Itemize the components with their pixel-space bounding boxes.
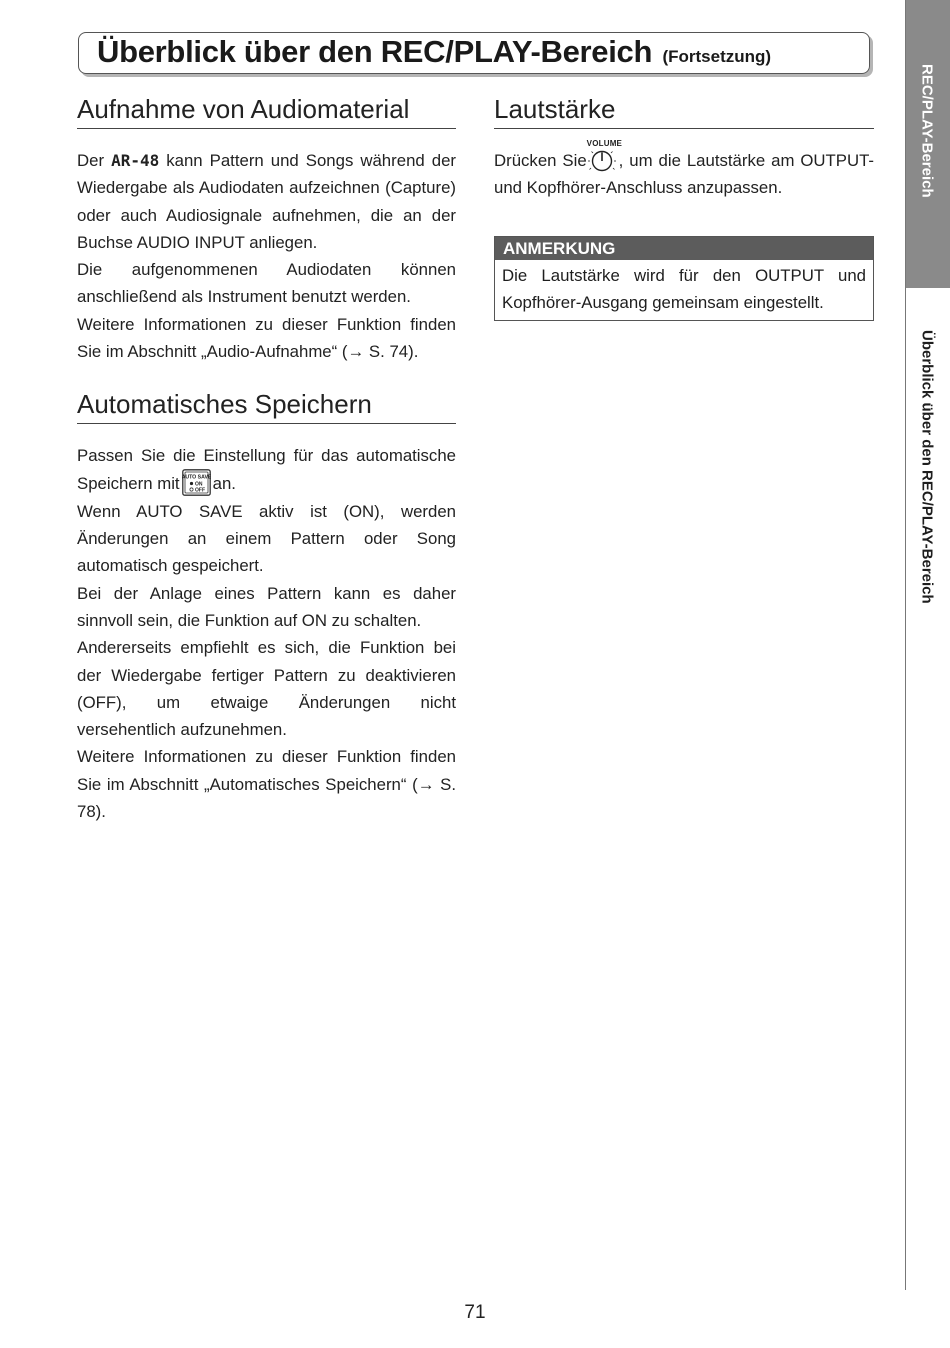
note-box bbox=[494, 236, 874, 322]
section-heading-audio: Aufnahme von Audiomaterial bbox=[77, 92, 456, 129]
paragraph-volume: Drücken Sie VOLUME , um die Lautstärke am OUTPUT- und Kopfhörer-Anschluss anzupassen. bbox=[494, 147, 874, 202]
page-title bbox=[97, 34, 771, 70]
right-column bbox=[494, 92, 874, 321]
page-title-sub: (Fortsetzung) bbox=[662, 47, 772, 66]
volume-knob-icon bbox=[586, 138, 623, 172]
paragraph-autosave-4: Andererseits empfiehlt es sich, die Funktion bei der Wiedergabe fertiger Pattern zu deaktivieren (OFF), um etwaige Änderungen nicht versehentlich aufzunehmen. bbox=[77, 638, 456, 740]
volume-knob-label: VOLUME bbox=[586, 138, 623, 148]
auto-save-off-label: OFF bbox=[194, 487, 205, 494]
page-title-text: Überblick über den REC/PLAY-Bereich bbox=[97, 34, 653, 69]
note-heading: ANMERKUNG bbox=[495, 237, 873, 260]
left-column bbox=[77, 92, 456, 825]
paragraph-autosave-2: Wenn AUTO SAVE aktiv ist (ON), werden Änderungen an einem Pattern oder Song automatisch gespeichert. bbox=[77, 501, 456, 576]
side-tab-inactive-label[interactable]: Überblick über den REC/PLAY-Bereich bbox=[918, 330, 936, 604]
section-heading-volume: Lautstärke bbox=[494, 92, 874, 129]
page-number: 71 bbox=[464, 1302, 486, 1323]
auto-save-button-icon bbox=[182, 469, 211, 496]
model-name: AR-48 bbox=[111, 151, 160, 170]
paragraph-audio-1: Der AR-48 kann Pattern und Songs während der Wiedergabe als Audiodaten aufzeichnen (Capture) oder auch Audiosignale aufnehmen, die an der Buchse AUDIO INPUT anliegen. bbox=[77, 151, 456, 252]
page-title-box bbox=[78, 32, 870, 74]
auto-save-label: AUTO SAVE bbox=[181, 474, 211, 481]
paragraph-autosave-3: Bei der Anlage eines Pattern kann es daher sinnvoll sein, die Funktion auf ON zu schalten. bbox=[77, 583, 456, 630]
note-body: Die Lautstärke wird für den OUTPUT und Kopfhörer-Ausgang gemeinsam eingestellt. bbox=[502, 265, 866, 312]
paragraph-autosave-5: Weitere Informationen zu dieser Funktion finden Sie im Abschnitt „Automatisches Speichern“ (→ S. 78). bbox=[77, 747, 456, 821]
section-heading-autosave: Automatisches Speichern bbox=[77, 387, 456, 424]
paragraph-autosave-1: Passen Sie die Einstellung für das automatische Speichern mit AUTO SAVE ON OFF an. bbox=[77, 442, 456, 497]
auto-save-on-label: ON bbox=[194, 481, 203, 488]
side-tab-active-label: REC/PLAY-Bereich bbox=[918, 64, 936, 198]
paragraph-audio-3: Weitere Informationen zu dieser Funktion finden Sie im Abschnitt „Audio-Aufnahme“ (→ S. 74). bbox=[77, 314, 456, 362]
paragraph-audio-2: Die aufgenommenen Audiodaten können anschließend als Instrument benutzt werden. bbox=[77, 260, 456, 307]
